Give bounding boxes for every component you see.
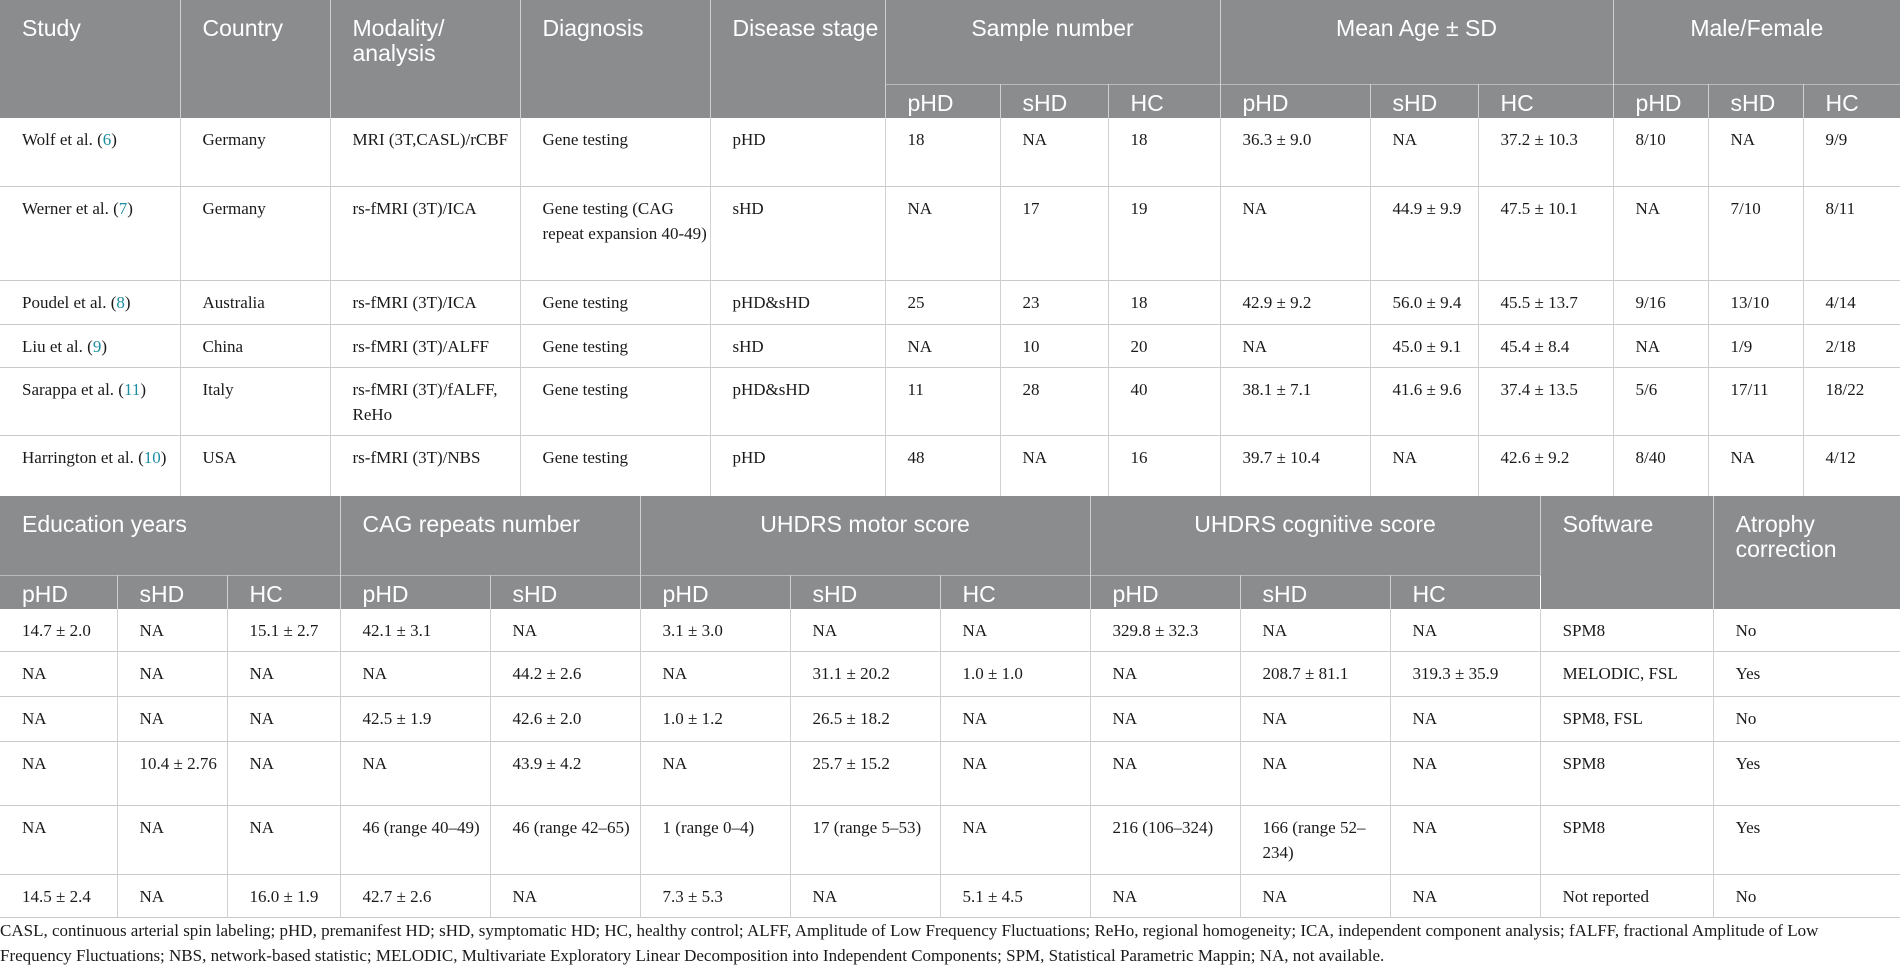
reference-close: ) xyxy=(140,379,146,399)
cell-value: 40 xyxy=(1108,367,1220,435)
cell-value: 4/14 xyxy=(1825,292,1856,312)
cell-value: NA xyxy=(1613,186,1708,280)
cell-value: NA xyxy=(1220,186,1370,280)
cell-study xyxy=(0,280,180,324)
cell-value: Yes xyxy=(1735,663,1761,683)
table-row xyxy=(0,186,1900,280)
cell-value: NA xyxy=(1390,696,1540,741)
cell-value: 3.1 ± 3.0 xyxy=(640,609,790,651)
cell-stage: pHD xyxy=(710,435,885,496)
cell-value: 17 xyxy=(1000,186,1108,280)
cell-stage: sHD xyxy=(710,186,885,280)
cell-value: 42.9 ± 9.2 xyxy=(1220,280,1370,324)
cell-value: NA xyxy=(940,805,1090,874)
cell-value: Yes xyxy=(1735,753,1761,773)
table-row xyxy=(0,741,1900,805)
cell-value: 20 xyxy=(1108,324,1220,367)
cell-value: 42.1 ± 3.1 xyxy=(340,609,490,651)
cell-value: NA xyxy=(227,741,340,805)
cell-value: 208.7 ± 81.1 xyxy=(1240,651,1390,696)
cell-study xyxy=(0,367,180,435)
cell-diagnosis: Gene testing xyxy=(520,118,710,186)
cell-value: NA xyxy=(885,186,1000,280)
cell-modality: MRI (3T,CASL)/rCBF xyxy=(330,118,520,186)
cell-value: 7/10 xyxy=(1708,186,1803,280)
cell-value: No xyxy=(1735,708,1757,728)
subheader: sHD xyxy=(1240,575,1390,609)
cell-value: 329.8 ± 32.3 xyxy=(1090,609,1240,651)
reference-link[interactable]: 7 xyxy=(118,198,128,218)
subheader: sHD xyxy=(490,575,640,609)
cell-value: Yes xyxy=(1735,817,1761,837)
table-row xyxy=(0,280,1900,324)
header-atrophy-correction: Atrophy correction xyxy=(1713,496,1900,609)
cell-value: 14.5 ± 2.4 xyxy=(0,874,117,917)
cell-stage: sHD xyxy=(710,324,885,367)
cell-value: 9/9 xyxy=(1825,130,1848,149)
cell-modality: rs-fMRI (3T)/fALFF, ReHo xyxy=(330,367,520,435)
cell-modality: rs-fMRI (3T)/ICA xyxy=(330,186,520,280)
cell-value: 9/16 xyxy=(1613,280,1708,324)
cell-value: NA xyxy=(340,741,490,805)
subheader: HC xyxy=(940,575,1090,609)
cell-value: NA xyxy=(885,324,1000,367)
table-row xyxy=(0,651,1900,696)
cell-diagnosis: Gene testing xyxy=(520,280,710,324)
cell-value: 45.5 ± 13.7 xyxy=(1478,280,1613,324)
cell-value: 2/18 xyxy=(1825,336,1856,356)
cell-value: 319.3 ± 35.9 xyxy=(1390,651,1540,696)
cell-country: Germany xyxy=(180,186,330,280)
cell-value: 19 xyxy=(1108,186,1220,280)
cell-value: 46 (range 42–65) xyxy=(490,805,640,874)
header-modality: Modality/ analysis xyxy=(330,0,520,118)
cell-value: 10.4 ± 2.76 xyxy=(117,741,227,805)
subheader: pHD xyxy=(885,84,1000,118)
cell-value: NA xyxy=(1708,118,1803,186)
header-study: Study xyxy=(0,0,180,118)
cell-value: NA xyxy=(640,651,790,696)
cell-value: 16 xyxy=(1108,435,1220,496)
cell-value: 5/6 xyxy=(1613,367,1708,435)
subheader: pHD xyxy=(640,575,790,609)
cell-stage: pHD xyxy=(710,118,885,186)
subheader: HC xyxy=(1803,84,1900,118)
cell-value: 18/22 xyxy=(1825,379,1865,399)
subheader: pHD xyxy=(1090,575,1240,609)
cell-value: 10 xyxy=(1000,324,1108,367)
cell-value: NA xyxy=(1390,874,1540,917)
cell-value: No xyxy=(1735,621,1757,640)
subheader: sHD xyxy=(1708,84,1803,118)
cell-value: NA xyxy=(790,874,940,917)
cell-value: NA xyxy=(1090,696,1240,741)
header-diagnosis: Diagnosis xyxy=(520,0,710,118)
cell-value: 15.1 ± 2.7 xyxy=(227,609,340,651)
header-uhdrs-motor: UHDRS motor score xyxy=(640,496,1090,575)
cell-value: NA xyxy=(1240,741,1390,805)
cell-value: NA xyxy=(0,651,117,696)
header-male-female: Male/Female xyxy=(1613,0,1900,84)
cell-diagnosis: Gene testing xyxy=(520,367,710,435)
cell-diagnosis: Gene testing (CAG repeat expansion 40-49) xyxy=(520,186,710,280)
cell-value: NA xyxy=(940,696,1090,741)
table2-body xyxy=(0,609,1900,917)
study-author: Wolf et al. ( xyxy=(22,130,103,149)
cell-value: 37.4 ± 13.5 xyxy=(1478,367,1613,435)
table1-body xyxy=(0,118,1900,496)
cell-stage: pHD&sHD xyxy=(710,367,885,435)
table-row xyxy=(0,435,1900,496)
cell-stage: pHD&sHD xyxy=(710,280,885,324)
cell-value: 8/40 xyxy=(1613,435,1708,496)
study-author: Poudel et al. ( xyxy=(22,292,117,312)
study-author: Werner et al. ( xyxy=(22,198,119,218)
cell-value: NA xyxy=(1220,324,1370,367)
cell-value: 18 xyxy=(1108,118,1220,186)
cell-value: NA xyxy=(1000,435,1108,496)
cell-value: NA xyxy=(1390,805,1540,874)
cell-value: 56.0 ± 9.4 xyxy=(1370,280,1478,324)
subheader: sHD xyxy=(117,575,227,609)
cell-value: 1.0 ± 1.0 xyxy=(940,651,1090,696)
cell-country: USA xyxy=(180,435,330,496)
cell-diagnosis: Gene testing xyxy=(520,324,710,367)
cell-value: 8/11 xyxy=(1825,198,1856,218)
cell-value: NA xyxy=(1240,874,1390,917)
cell-value: 16.0 ± 1.9 xyxy=(227,874,340,917)
cell-diagnosis: Gene testing xyxy=(520,435,710,496)
cell-value: No xyxy=(1735,886,1757,906)
cell-value: 45.0 ± 9.1 xyxy=(1370,324,1478,367)
header-mean-age: Mean Age ± SD xyxy=(1220,0,1613,84)
subheader: HC xyxy=(1108,84,1220,118)
cell-value: 45.4 ± 8.4 xyxy=(1478,324,1613,367)
subheader: sHD xyxy=(1370,84,1478,118)
cell-study xyxy=(0,118,180,186)
cell-value: NA xyxy=(227,651,340,696)
cell-value: 8/10 xyxy=(1613,118,1708,186)
cell-value: NA xyxy=(227,805,340,874)
table-row xyxy=(0,367,1900,435)
cell-value: 37.2 ± 10.3 xyxy=(1478,118,1613,186)
reference-link[interactable]: 9 xyxy=(92,336,102,356)
cell-value: 1.0 ± 1.2 xyxy=(640,696,790,741)
cell-value: 1 (range 0–4) xyxy=(640,805,790,874)
cell-value: NA xyxy=(0,805,117,874)
cell-value: NA xyxy=(227,696,340,741)
cell-value: NA xyxy=(1090,874,1240,917)
header-cag-repeats: CAG repeats number xyxy=(340,496,640,575)
cell-value: NA xyxy=(940,609,1090,651)
cell-value: NA xyxy=(1240,609,1390,651)
subheader: pHD xyxy=(0,575,117,609)
cell-value: 36.3 ± 9.0 xyxy=(1220,118,1370,186)
cell-study xyxy=(0,324,180,367)
cell-value: 42.6 ± 9.2 xyxy=(1478,435,1613,496)
header-sample-number: Sample number xyxy=(885,0,1220,84)
cell-value: 38.1 ± 7.1 xyxy=(1220,367,1370,435)
reference-link[interactable]: 8 xyxy=(116,292,125,312)
cell-value: SPM8 xyxy=(1540,741,1713,805)
cell-value: NA xyxy=(1390,609,1540,651)
cell-value: 18 xyxy=(1108,280,1220,324)
table-row xyxy=(0,324,1900,367)
study-author: Liu et al. ( xyxy=(22,336,93,356)
cell-value: NA xyxy=(940,741,1090,805)
cell-country: China xyxy=(180,324,330,367)
cell-country: Australia xyxy=(180,280,330,324)
cell-value: NA xyxy=(790,609,940,651)
cell-value: 18 xyxy=(885,118,1000,186)
study-author: Sarappa et al. ( xyxy=(22,379,124,399)
subheader: pHD xyxy=(1613,84,1708,118)
subheader: HC xyxy=(1478,84,1613,118)
cell-value: 42.7 ± 2.6 xyxy=(340,874,490,917)
reference-close: ) xyxy=(127,198,133,218)
cell-value: 25 xyxy=(885,280,1000,324)
cell-modality: rs-fMRI (3T)/NBS xyxy=(330,435,520,496)
subheader: HC xyxy=(227,575,340,609)
table-footnote: CASL, continuous arterial spin labeling; pHD, premanifest HD; sHD, symptomatic HD; HC, healthy control; ALFF, Amplitude of Low Frequency Fluctuations; ReHo, regional homogeneity; ICA, independent component analysis; fALFF, fractional Amplitude of Low Frequency Fluctuations; NBS, network-based statistic; MELODIC, Multivariate Exploratory Linear Decomposition into Independent Components; SPM, Statistical Parametric Mappin; NA, not available. xyxy=(0,921,1819,965)
cell-value: 4/12 xyxy=(1825,447,1856,467)
cell-value: NA xyxy=(1613,324,1708,367)
cell-value: 44.2 ± 2.6 xyxy=(490,651,640,696)
cell-value: 39.7 ± 10.4 xyxy=(1220,435,1370,496)
cell-value: 28 xyxy=(1000,367,1108,435)
cell-value: 7.3 ± 5.3 xyxy=(640,874,790,917)
study-author: Harrington et al. ( xyxy=(22,447,144,467)
cell-value: 31.1 ± 20.2 xyxy=(790,651,940,696)
cell-value: SPM8 xyxy=(1540,609,1713,651)
cell-value: 25.7 ± 15.2 xyxy=(790,741,940,805)
cell-study xyxy=(0,435,180,496)
cell-value: 1/9 xyxy=(1708,324,1803,367)
cell-value: 17/11 xyxy=(1708,367,1803,435)
cell-value: 26.5 ± 18.2 xyxy=(790,696,940,741)
cell-value: NA xyxy=(117,696,227,741)
cell-value: NA xyxy=(0,696,117,741)
reference-close: ) xyxy=(124,292,131,312)
table-row xyxy=(0,874,1900,917)
cell-value: 47.5 ± 10.1 xyxy=(1478,186,1613,280)
cell-value: NA xyxy=(117,805,227,874)
cell-value: NA xyxy=(1000,118,1108,186)
cell-value: 14.7 ± 2.0 xyxy=(0,609,117,651)
cell-value: 11 xyxy=(885,367,1000,435)
cell-value: 41.6 ± 9.6 xyxy=(1370,367,1478,435)
cell-modality: rs-fMRI (3T)/ICA xyxy=(330,280,520,324)
header-disease-stage: Disease stage xyxy=(710,0,885,118)
subheader: pHD xyxy=(1220,84,1370,118)
reference-close: ) xyxy=(160,447,167,467)
reference-link[interactable]: 10 xyxy=(143,447,161,467)
cell-value: NA xyxy=(1090,741,1240,805)
cell-value: 13/10 xyxy=(1708,280,1803,324)
cell-value: 42.5 ± 1.9 xyxy=(340,696,490,741)
table-row xyxy=(0,118,1900,186)
cell-value: NA xyxy=(490,609,640,651)
cell-value: 46 (range 40–49) xyxy=(340,805,490,874)
cell-value: NA xyxy=(117,874,227,917)
cell-value: MELODIC, FSL xyxy=(1540,651,1713,696)
reference-close: ) xyxy=(111,130,117,149)
table-row xyxy=(0,696,1900,741)
cell-value: NA xyxy=(117,609,227,651)
header-education-years: Education years xyxy=(0,496,340,575)
subheader: HC xyxy=(1390,575,1540,609)
cell-value: NA xyxy=(1370,118,1478,186)
cell-value: NA xyxy=(1090,651,1240,696)
cell-value: 166 (range 52–234) xyxy=(1240,805,1390,874)
cell-value: 5.1 ± 4.5 xyxy=(940,874,1090,917)
cell-value: Not reported xyxy=(1540,874,1713,917)
cell-value: NA xyxy=(0,741,117,805)
cell-value: NA xyxy=(1708,435,1803,496)
cell-study xyxy=(0,186,180,280)
cell-value: NA xyxy=(1370,435,1478,496)
cell-value: NA xyxy=(1240,696,1390,741)
cell-modality: rs-fMRI (3T)/ALFF xyxy=(330,324,520,367)
cell-value: 43.9 ± 4.2 xyxy=(490,741,640,805)
cell-value: NA xyxy=(490,874,640,917)
cell-value: 216 (106–324) xyxy=(1090,805,1240,874)
cell-value: 48 xyxy=(885,435,1000,496)
cell-value: SPM8, FSL xyxy=(1540,696,1713,741)
clinical-measures-table xyxy=(0,496,1900,918)
subheader: pHD xyxy=(340,575,490,609)
cell-value: 44.9 ± 9.9 xyxy=(1370,186,1478,280)
header-uhdrs-cognitive: UHDRS cognitive score xyxy=(1090,496,1540,575)
cell-value: NA xyxy=(340,651,490,696)
reference-link[interactable]: 11 xyxy=(123,379,141,399)
subheader: sHD xyxy=(1000,84,1108,118)
cell-country: Germany xyxy=(180,118,330,186)
cell-value: 17 (range 5–53) xyxy=(790,805,940,874)
cell-value: NA xyxy=(1390,741,1540,805)
table-row xyxy=(0,609,1900,651)
cell-value: NA xyxy=(640,741,790,805)
cell-country: Italy xyxy=(180,367,330,435)
reference-link[interactable]: 6 xyxy=(102,130,112,149)
cell-value: SPM8 xyxy=(1540,805,1713,874)
reference-close: ) xyxy=(101,336,107,356)
cell-value: 42.6 ± 2.0 xyxy=(490,696,640,741)
table-row xyxy=(0,805,1900,874)
subheader: sHD xyxy=(790,575,940,609)
cell-value: 23 xyxy=(1000,280,1108,324)
cell-value: NA xyxy=(117,651,227,696)
header-software: Software xyxy=(1540,496,1713,609)
header-country: Country xyxy=(180,0,330,118)
